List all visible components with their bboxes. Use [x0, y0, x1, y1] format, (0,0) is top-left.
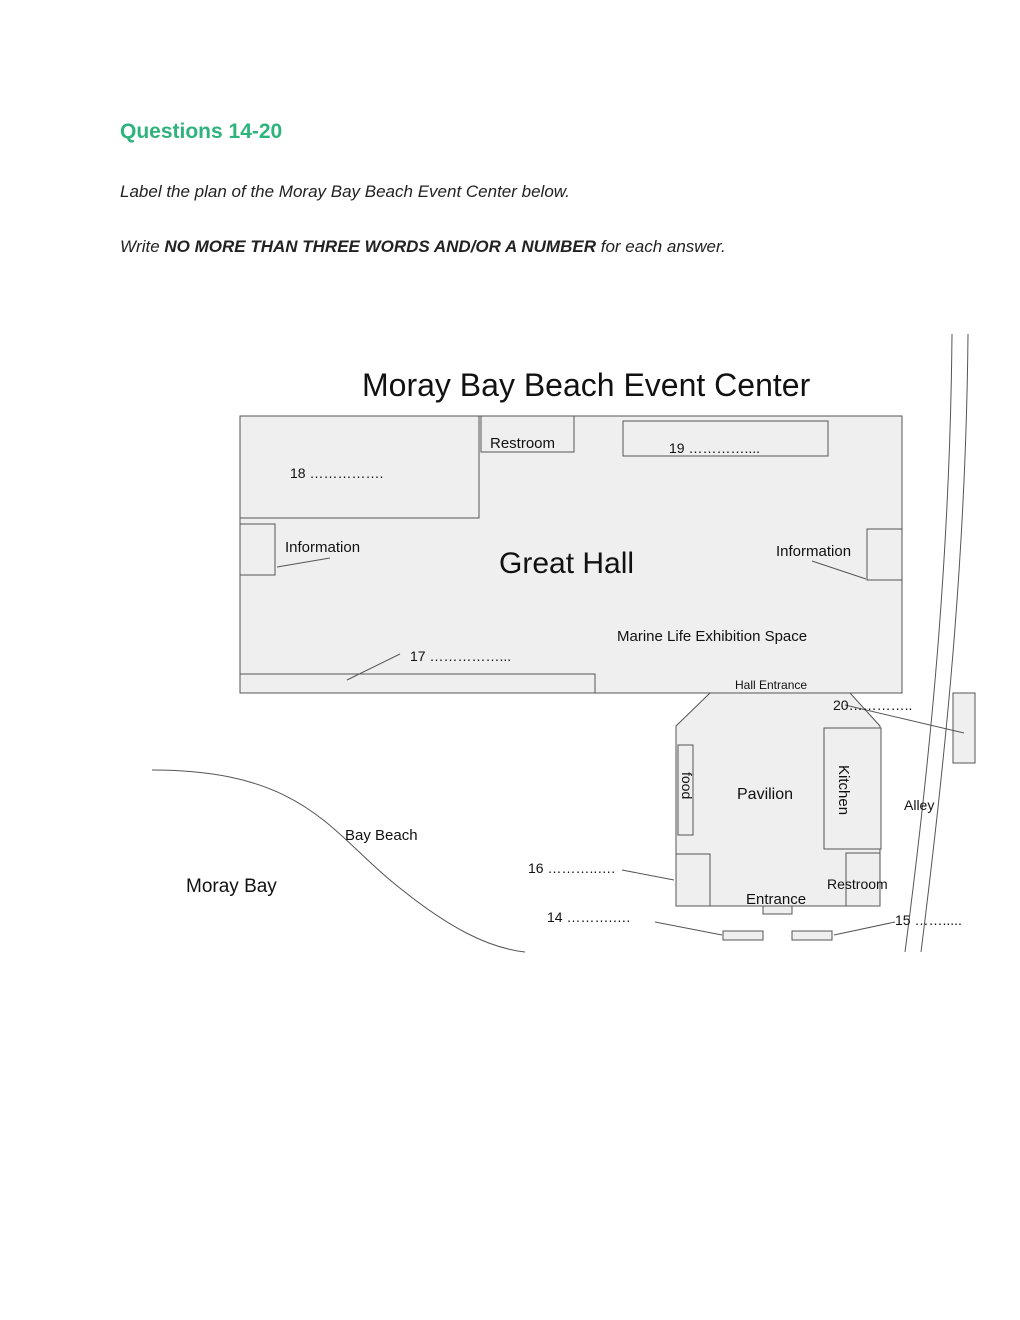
info-right-label: Information [776, 543, 852, 560]
instruction-bold: NO MORE THAN THREE WORDS AND/OR A NUMBER [164, 237, 596, 256]
instruction-suffix: for each answer. [596, 237, 726, 256]
alley-line-left [905, 334, 952, 952]
restroom-bottom-label: Restroom [827, 876, 888, 892]
alley-line-right [921, 334, 968, 952]
great-hall-label: Great Hall [499, 547, 635, 580]
info-left-desk [240, 524, 275, 575]
alley-label: Alley [904, 797, 935, 813]
info-left-label: Information [285, 539, 361, 556]
info-right-desk [867, 529, 902, 580]
questions-heading: Questions 14-20 [120, 120, 283, 143]
structure-20 [953, 693, 975, 763]
food-label: food [679, 772, 695, 800]
entrance-label: Entrance [746, 891, 807, 908]
leader-15 [834, 922, 895, 935]
plan-title: Moray Bay Beach Event Center [362, 367, 811, 403]
item-15 [792, 931, 832, 940]
room-16 [676, 854, 710, 906]
q16-label: 16 ………..…. [528, 860, 616, 876]
pavilion-label: Pavilion [737, 786, 794, 803]
hall-entrance-label: Hall Entrance [735, 678, 808, 692]
q15-label: 15 ……..... [895, 912, 962, 928]
q19-label: 19 ………….... [669, 440, 761, 456]
leader-16 [622, 870, 674, 880]
q20-label: 20………….. [833, 697, 913, 713]
leader-14 [655, 922, 722, 935]
strip-17 [240, 674, 595, 693]
q18-label: 18 ……………. [290, 465, 384, 481]
kitchen-label: Kitchen [835, 765, 852, 816]
instruction-label-plan: Label the plan of the Moray Bay Beach Event Center below. [120, 182, 570, 201]
instruction-prefix: Write [120, 237, 165, 256]
restroom-top-label: Restroom [490, 435, 556, 452]
coastline [152, 770, 525, 952]
bay-beach-label: Bay Beach [345, 827, 418, 844]
moray-bay-label: Moray Bay [186, 876, 277, 897]
q17-label: 17 ……………... [410, 648, 512, 664]
marine-life-label: Marine Life Exhibition Space [617, 628, 808, 645]
q14-label: 14 ……….…. [547, 909, 631, 925]
item-14 [723, 931, 763, 940]
